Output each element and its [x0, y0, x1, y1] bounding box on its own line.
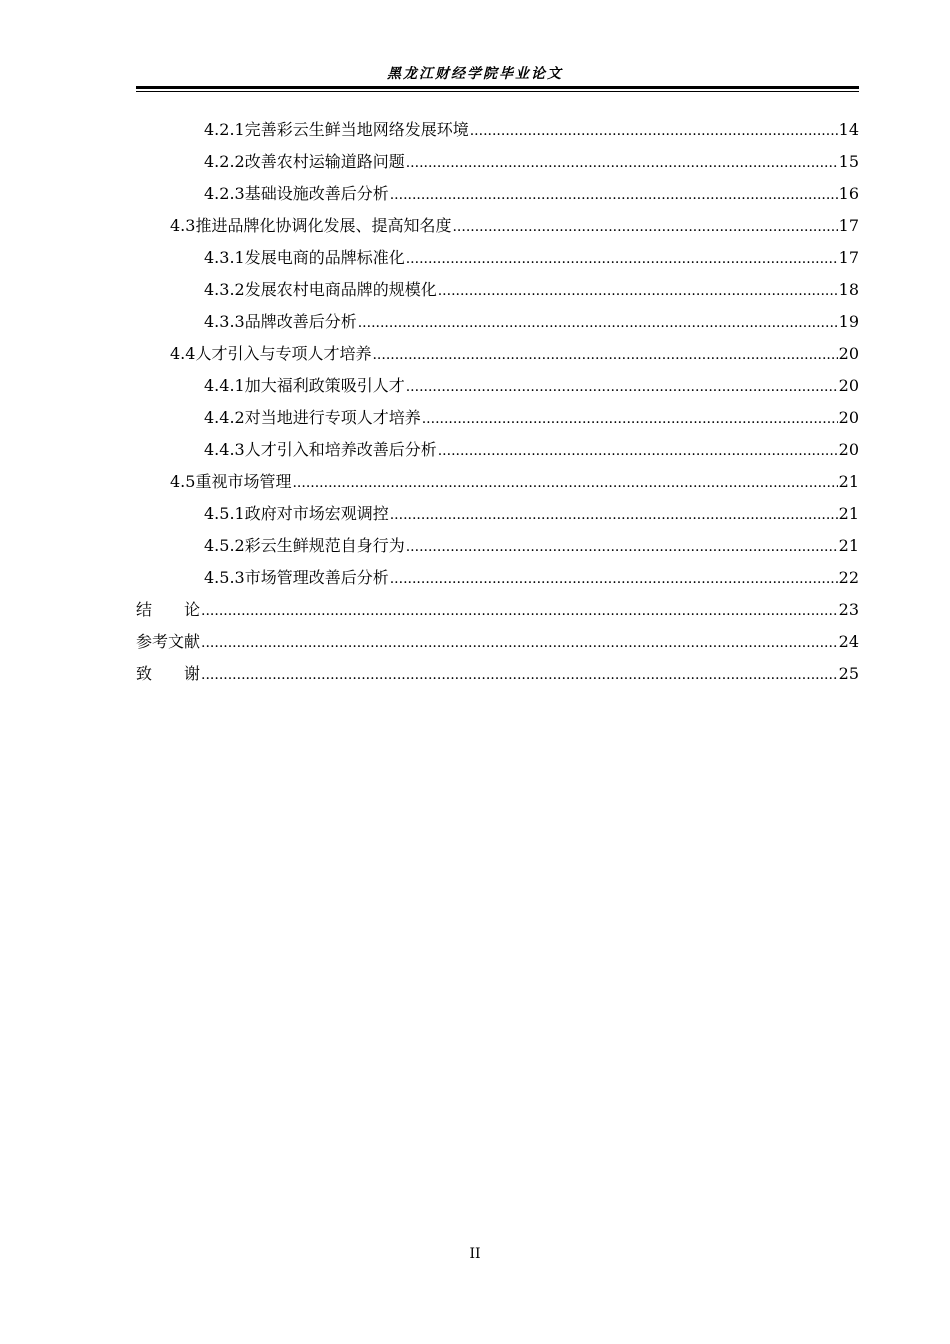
toc-entry-number: 4.2.1: [204, 120, 245, 139]
toc-dot-leader: [406, 371, 838, 403]
toc-dot-leader: [201, 595, 838, 627]
toc-entry-number: 4.2.2: [204, 152, 245, 171]
toc-dot-leader: [406, 531, 838, 563]
toc-entry-page: 20: [838, 440, 859, 459]
toc-dot-leader: [372, 339, 837, 371]
toc-entry-number: 4.4.3: [204, 440, 245, 459]
toc-entry-page: 20: [838, 408, 859, 427]
toc-entry-page: 17: [838, 248, 859, 267]
toc-entry-title: 政府对市场宏观调控: [244, 504, 389, 523]
toc-dot-leader: [406, 243, 838, 275]
toc-entry-page: 21: [838, 536, 859, 555]
footer-page-number: II: [469, 1246, 481, 1262]
toc-entry-title: 发展农村电商品牌的规模化: [244, 280, 437, 299]
toc-entry[interactable]: [204, 114, 859, 146]
toc-entry-number: 4.4.2: [204, 408, 245, 427]
toc-entry[interactable]: [204, 562, 859, 594]
toc-entry-number: 4.2.3: [204, 184, 245, 203]
toc-entry-number: 4.5: [170, 472, 196, 491]
toc-entry-title: 改善农村运输道路问题: [244, 152, 405, 171]
toc-entry-page: 23: [838, 600, 859, 619]
toc-entry[interactable]: [204, 178, 859, 210]
toc-entry[interactable]: [170, 466, 859, 498]
toc-entry-page: 16: [838, 184, 859, 203]
toc-entry-page: 22: [838, 568, 859, 587]
toc-entry-title: 加大福利政策吸引人才: [244, 376, 405, 395]
toc-entry[interactable]: [204, 146, 859, 178]
toc-entry-number: 4.5.1: [204, 504, 245, 523]
toc-entry[interactable]: [136, 658, 859, 690]
toc-entry-page: 14: [838, 120, 859, 139]
toc-dot-leader: [292, 467, 837, 499]
toc-entry-number: 4.3.1: [204, 248, 245, 267]
toc-entry-page: 17: [838, 216, 859, 235]
toc-entry-page: 20: [838, 376, 859, 395]
toc-entry-page: 25: [838, 664, 859, 683]
toc-entry-page: 21: [838, 504, 859, 523]
toc-dot-leader: [201, 627, 838, 659]
toc-entry-title: 人才引入和培养改善后分析: [244, 440, 437, 459]
toc-entry-title: 品牌改善后分析: [244, 312, 357, 331]
toc-entry-number: 4.5.3: [204, 568, 245, 587]
toc-entry-title: 对当地进行专项人才培养: [244, 408, 421, 427]
header-title: 黑龙江财经学院毕业论文: [387, 66, 563, 82]
toc-entry-title: 完善彩云生鲜当地网络发展环境: [244, 120, 469, 139]
toc-entry-page: 20: [838, 344, 859, 363]
toc-dot-leader: [422, 403, 838, 435]
toc-entry[interactable]: [204, 530, 859, 562]
toc-entry-number: 4.3.3: [204, 312, 245, 331]
toc-entry[interactable]: [136, 594, 859, 626]
toc-entry-title: 市场管理改善后分析: [244, 568, 389, 587]
toc-entry[interactable]: [204, 434, 859, 466]
toc-dot-leader: [438, 275, 838, 307]
header-rule-thick: [136, 86, 859, 89]
toc-dot-leader: [201, 659, 838, 691]
toc-entry-title: 人才引入与专项人才培养: [195, 344, 372, 363]
toc-entry-title: 推进品牌化协调化发展、提高知名度: [195, 216, 452, 235]
toc-entry-title: 发展电商的品牌标准化: [244, 248, 405, 267]
toc-dot-leader: [406, 147, 838, 179]
toc-entry-page: 24: [838, 632, 859, 651]
toc-entry-title: 重视市场管理: [195, 472, 292, 491]
toc-entry[interactable]: [204, 274, 859, 306]
toc-dot-leader: [358, 307, 838, 339]
toc-dot-leader: [438, 435, 838, 467]
toc-entry-title: 参考文献: [136, 632, 201, 651]
toc-dot-leader: [452, 211, 837, 243]
header-rule-thin: [136, 91, 859, 92]
toc-entry-page: 18: [838, 280, 859, 299]
toc-entry-number: 4.5.2: [204, 536, 245, 555]
toc-entry[interactable]: [204, 402, 859, 434]
toc-entry[interactable]: [204, 498, 859, 530]
toc-entry[interactable]: [136, 626, 859, 658]
toc-entry[interactable]: [170, 210, 859, 242]
toc-entry-title: 彩云生鲜规范自身行为: [244, 536, 405, 555]
toc-dot-leader: [390, 563, 838, 595]
toc-entry[interactable]: [170, 338, 859, 370]
toc-entry-number: 4.3.2: [204, 280, 245, 299]
toc-dot-leader: [470, 115, 838, 147]
toc-entry-number: 4.4.1: [204, 376, 245, 395]
toc-entry[interactable]: [204, 242, 859, 274]
toc-entry-page: 19: [838, 312, 859, 331]
toc-entry-title: 致 谢: [136, 664, 201, 683]
toc-entry-title: 基础设施改善后分析: [244, 184, 389, 203]
toc-entry-page: 21: [838, 472, 859, 491]
toc-dot-leader: [390, 499, 838, 531]
toc-entry-number: 4.4: [170, 344, 196, 363]
toc-entry-title: 结 论: [136, 600, 201, 619]
toc-entry-number: 4.3: [170, 216, 196, 235]
toc-entry[interactable]: [204, 370, 859, 402]
toc-entry[interactable]: [204, 306, 859, 338]
toc-entry-page: 15: [838, 152, 859, 171]
toc-dot-leader: [390, 179, 838, 211]
